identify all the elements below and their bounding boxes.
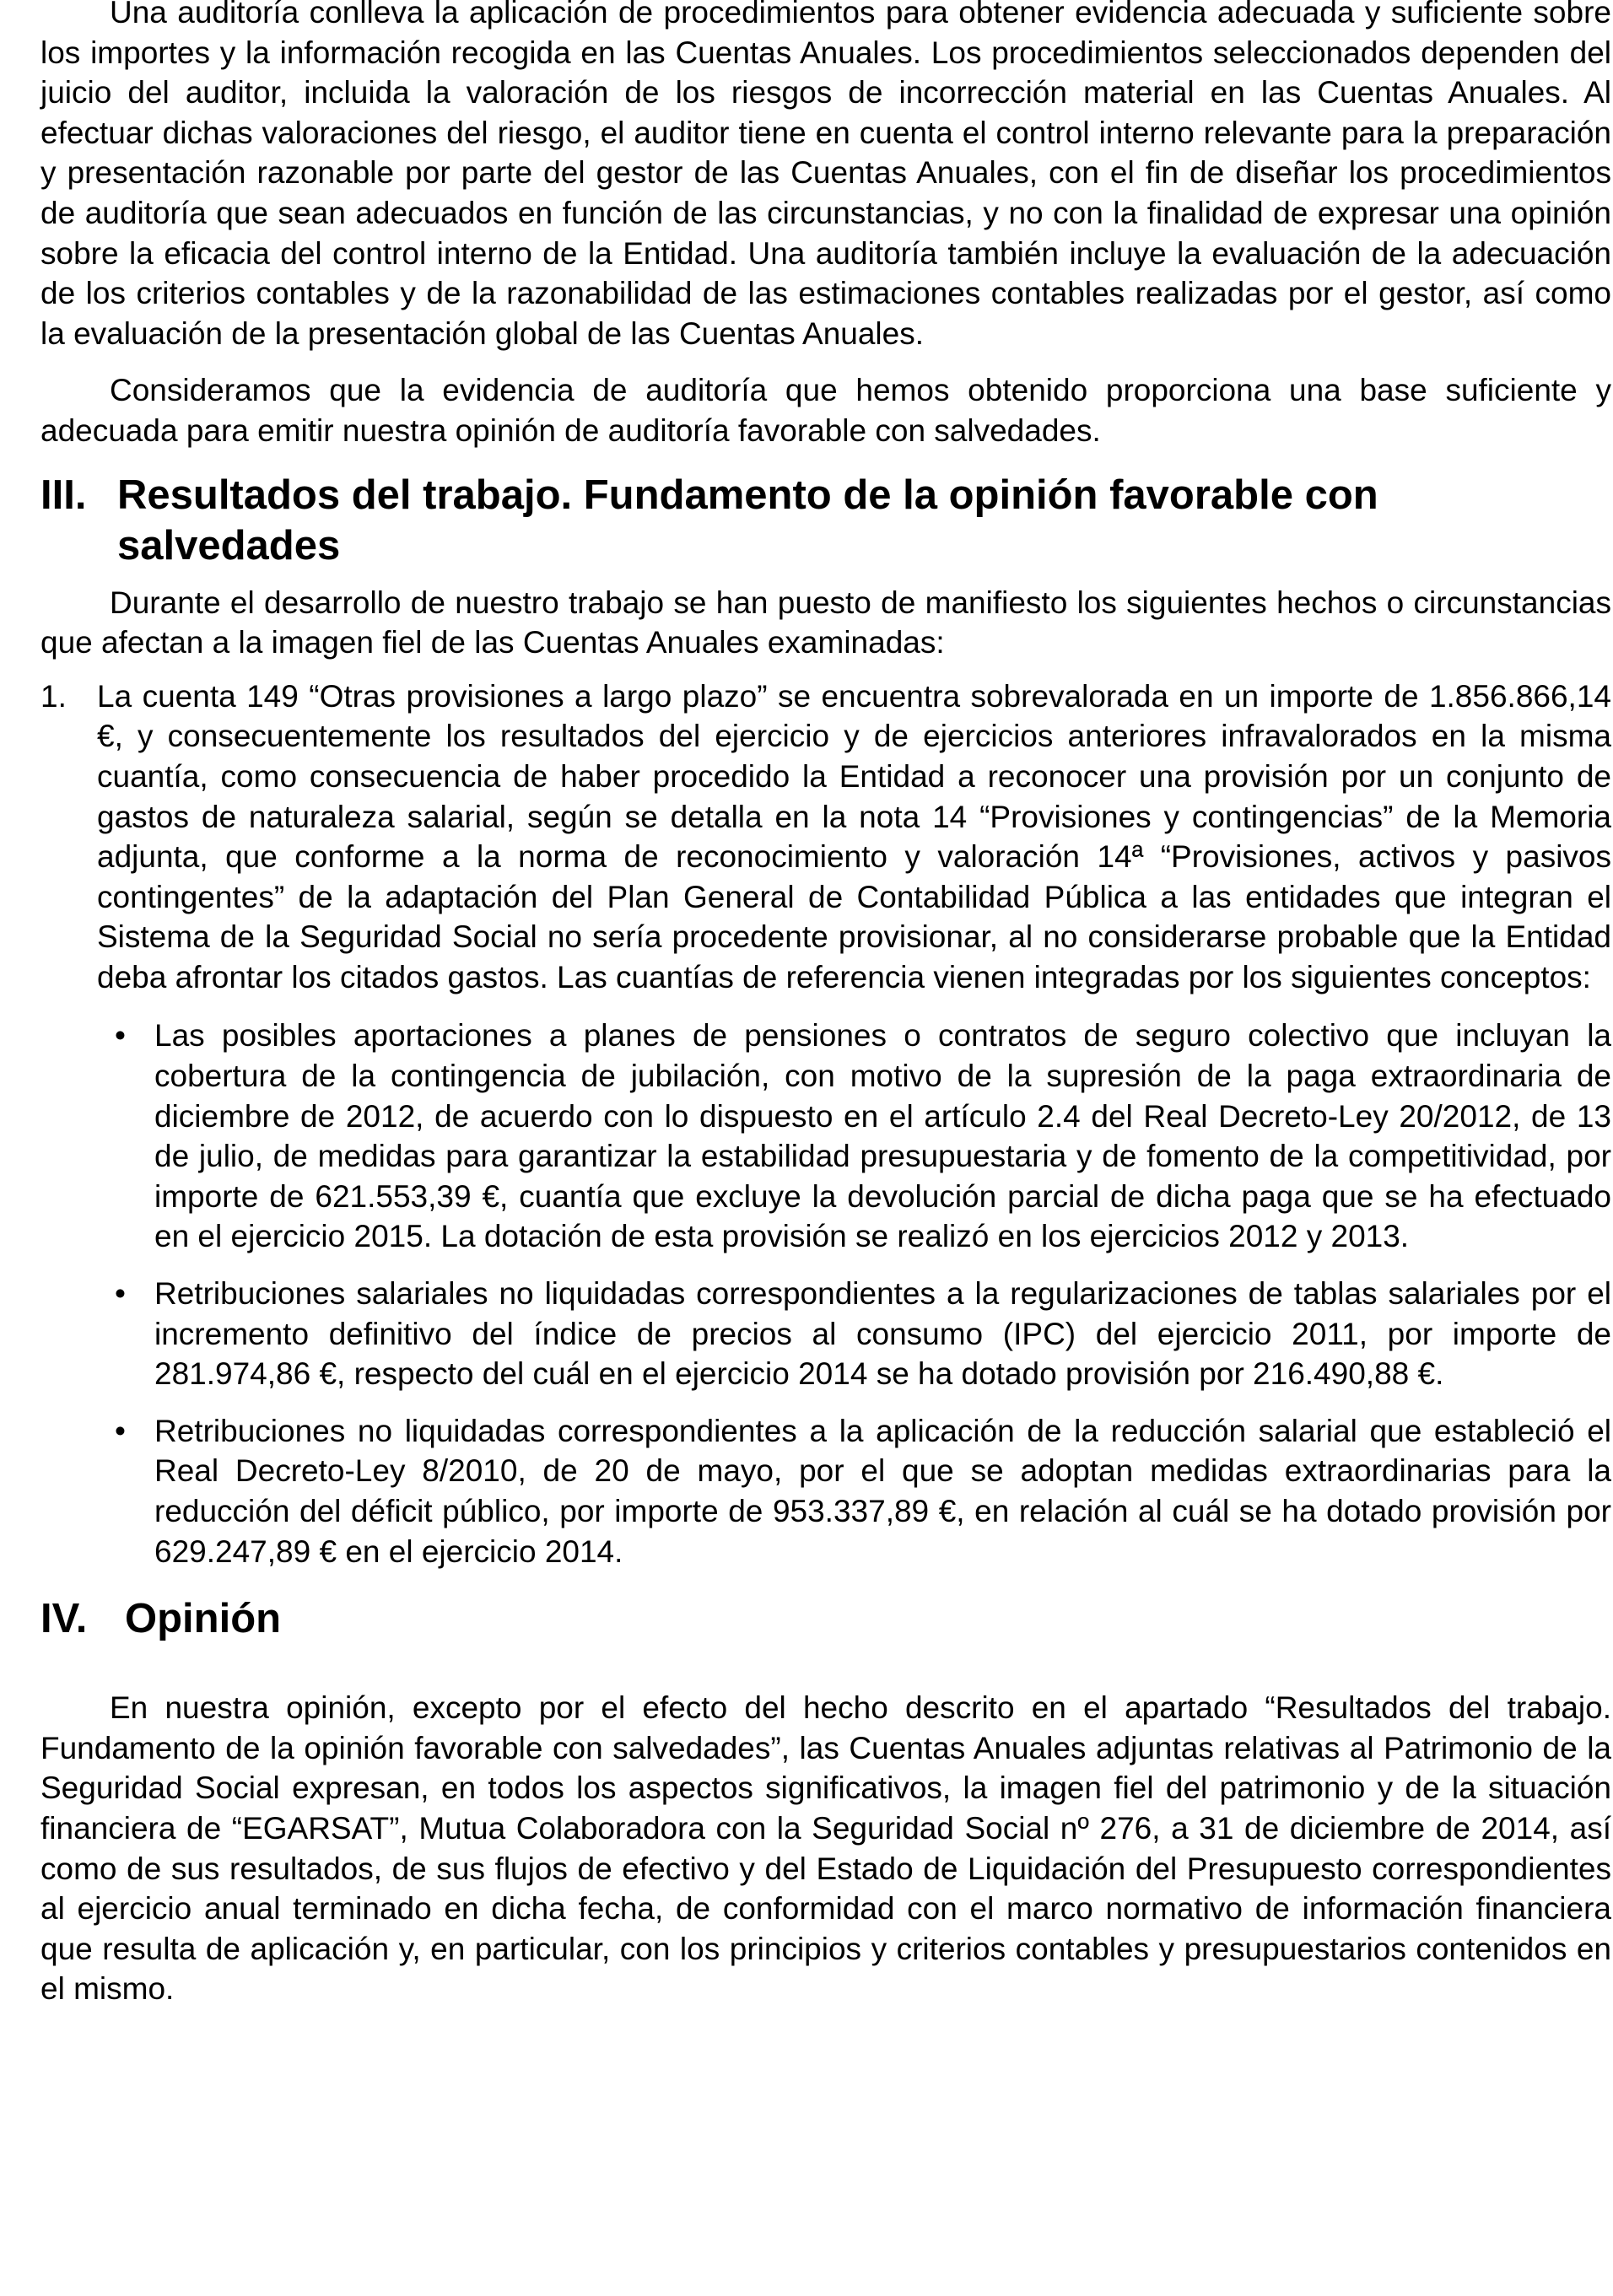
- bullet-list: [113, 1016, 1611, 1571]
- bullet-icon: •: [115, 1018, 126, 1054]
- paragraph-audit-evidence: Consideramos que la evidencia de auditoría que hemos obtenido proporciona una base suficiente y adecuada para emitir nuestra opinión de auditoría favorable con salvedades.: [40, 373, 1611, 448]
- bullet-item-text: Las posibles aportaciones a planes de pensiones o contratos de seguro colectivo que incluyan la cobertura de la contingencia de jubilación, con motivo de la supresión de la paga extraordinaria de diciembre de 2012, de acuerdo con lo dispuesto en el artículo 2.4 del Real Decreto-Ley 20/2012, de 13 de julio, de medidas para garantizar la estabilidad presupuestaria y de fomento de la competitividad, por importe de 621.553,39 €, cuantía que excluye la devolución parcial de dicha paga que se ha efectuado en el ejercicio 2015. La dotación de esta provisión se realizó en los ejercicios 2012 y 2013.: [154, 1018, 1611, 1254]
- bullet-item: [113, 1411, 1611, 1571]
- section-title: Opinión: [125, 1596, 282, 1642]
- bullet-item: [113, 1016, 1611, 1257]
- bullet-icon: •: [115, 1276, 126, 1312]
- numbered-list-item: [40, 676, 1611, 998]
- section-title: Resultados del trabajo. Fundamento de la opinión favorable con salvedades: [117, 472, 1378, 569]
- section-number: III.: [40, 472, 87, 518]
- bullet-item: [113, 1274, 1611, 1394]
- paragraph-audit-procedures: Una auditoría conlleva la aplicación de procedimientos para obtener evidencia adecuada y suficiente sobre los importes y la información recogida en las Cuentas Anuales. Los procedimientos seleccionados dependen del juicio del auditor, incluida la valoración de los riesgos de incorrección material en las Cuentas Anuales. Al efectuar dichas valoraciones del riesgo, el auditor tiene en cuenta el control interno relevante para la preparación y presentación razonable por parte del gestor de las Cuentas Anuales, con el fin de diseñar los procedimientos de auditoría que sean adecuados en función de las circunstancias, y no con la finalidad de expresar una opinión sobre la eficacia del control interno de la Entidad. Una auditoría también incluye la evaluación de la adecuación de los criterios contables y de la razonabilidad de las estimaciones contables realizadas por el gestor, así como la evaluación de la presentación global de las Cuentas Anuales.: [40, 0, 1611, 351]
- paragraph-results-intro: Durante el desarrollo de nuestro trabajo se han puesto de manifiesto los siguientes hechos o circunstancias que afectan a la imagen fiel de las Cuentas Anuales examinadas:: [40, 585, 1611, 660]
- document-page: [40, 0, 1611, 2009]
- paragraph-opinion: En nuestra opinión, excepto por el efecto del hecho descrito en el apartado “Resultados del trabajo. Fundamento de la opinión favorable con salvedades”, las Cuentas Anuales adjuntas relativas al Patrimonio de la Seguridad Social expresan, en todos los aspectos significativos, la imagen fiel del patrimonio y de la situación financiera de “EGARSAT”, Mutua Colaboradora con la Seguridad Social nº 276, a 31 de diciembre de 2014, así como de sus resultados, de sus flujos de efectivo y del Estado de Liquidación del Presupuesto correspondientes al ejercicio anual terminado en dicha fecha, de conformidad con el marco normativo de información financiera que resulta de aplicación y, en particular, con los principios y criterios contables y presupuestarios contenidos en el mismo.: [40, 1690, 1611, 2007]
- list-item-text: La cuenta 149 “Otras provisiones a largo plazo” se encuentra sobrevalorada en un importe de 1.856.866,14 €, y consecuentemente los resultados del ejercicio y de ejercicios anteriores infravalorados en la misma cuantía, como consecuencia de haber procedido la Entidad a reconocer una provisión por un conjunto de gastos de naturaleza salarial, según se detalla en la nota 14 “Provisiones y contingencias” de la Memoria adjunta, que conforme a la norma de reconocimiento y valoración 14ª “Provisiones, activos y pasivos contingentes” de la adaptación del Plan General de Contabilidad Pública a las entidades que integran el Sistema de la Seguridad Social no sería procedente provisionar, al no considerarse probable que la Entidad deba afrontar los citados gastos. Las cuantías de referencia vienen integradas por los siguientes conceptos:: [97, 678, 1611, 994]
- bullet-icon: •: [115, 1413, 126, 1448]
- section-heading-opinion: [40, 1593, 1611, 1644]
- bullet-item-text: Retribuciones salariales no liquidadas correspondientes a la regularizaciones de tablas salariales por el incremento definitivo del índice de precios al consumo (IPC) del ejercicio 2011, por importe de 281.974,86 €, respecto del cuál en el ejercicio 2014 se ha dotado provisión por 216.490,88 €.: [154, 1276, 1611, 1392]
- section-number: IV.: [40, 1596, 88, 1642]
- bullet-item-text: Retribuciones no liquidadas correspondientes a la aplicación de la reducción salarial que estableció el Real Decreto-Ley 8/2010, de 20 de mayo, por el que se adoptan medidas extraordinarias para la reducción del déficit público, por importe de 953.337,89 €, en relación al cuál se ha dotado provisión por 629.247,89 € en el ejercicio 2014.: [154, 1413, 1611, 1569]
- list-item-number: 1.: [40, 678, 67, 714]
- section-heading-results: [40, 470, 1611, 571]
